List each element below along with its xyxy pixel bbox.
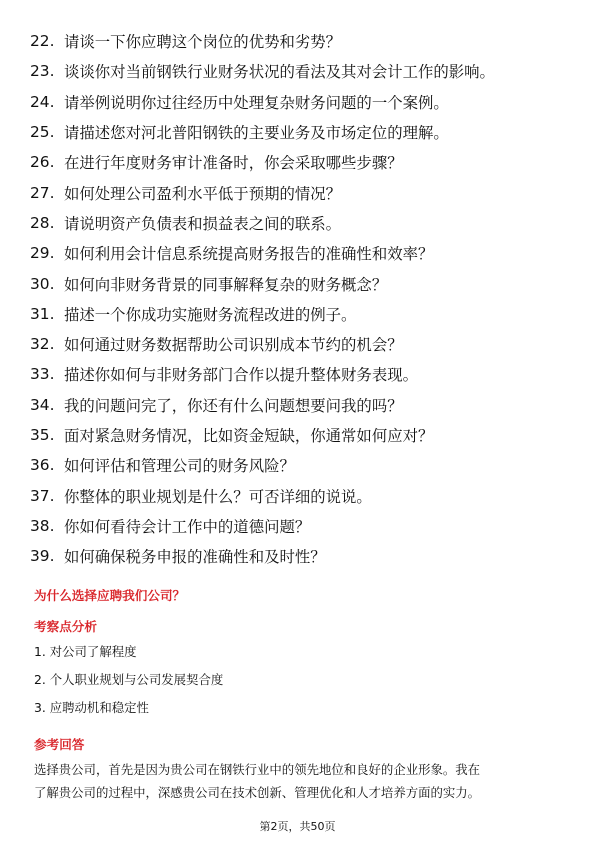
- question-text: 如何通过财务数据帮助公司识别成本节约的机会？: [64, 336, 403, 355]
- question-item: [30, 26, 570, 56]
- question-item: [30, 177, 570, 207]
- question-text: 你如何看待会计工作中的道德问题？: [64, 517, 311, 536]
- question-text: 面对紧急财务情况，比如资金短缺，你通常如何应对？: [64, 427, 434, 445]
- question-text: 请举例说明你过往经历中处理复杂财务问题的一个案例。: [64, 93, 449, 112]
- question-number: 37.: [30, 486, 55, 505]
- question-text: 谈谈你对当前钢铁行业财务状况的看法及其对会计工作的影响。: [64, 63, 495, 82]
- question-number: 35.: [30, 426, 55, 444]
- question-text: 如何处理公司盈利水平低于预期的情况？: [64, 184, 342, 203]
- question-text: 如何确保税务申报的准确性和及时性？: [64, 548, 326, 567]
- question-text: 我的问题问完了，你还有什么问题想要问我的吗？: [64, 396, 403, 415]
- analysis-item: 2. 个人职业规划与公司发展契合度: [34, 672, 224, 687]
- question-text: 描述一个你成功实施财务流程改进的例子。: [64, 305, 357, 324]
- question-number: 36.: [30, 456, 55, 475]
- question-item: [30, 450, 570, 480]
- section-title: 为什么选择应聘我们公司？: [34, 588, 186, 603]
- question-text: 如何向非财务背景的同事解释复杂的财务概念？: [64, 275, 388, 294]
- answer-line: 选择贵公司，首先是因为贵公司在钢铁行业中的领先地位和良好的企业形象。我在: [34, 762, 481, 777]
- question-number: 31.: [30, 304, 55, 323]
- question-number: 30.: [30, 274, 55, 293]
- question-item: [30, 238, 570, 268]
- question-text: 请说明资产负债表和损益表之间的联系。: [64, 214, 342, 233]
- answer-paragraph: [34, 758, 564, 804]
- question-list: [30, 26, 570, 571]
- question-number: 39.: [30, 547, 55, 566]
- question-text: 描述你如何与非财务部门合作以提升整体财务表现。: [64, 366, 418, 385]
- question-item: [30, 268, 570, 298]
- question-item: [30, 299, 570, 329]
- question-number: 33.: [30, 365, 55, 384]
- question-item: [30, 359, 570, 389]
- question-item: [30, 117, 570, 147]
- question-text: 如何评估和管理公司的财务风险？: [64, 457, 295, 476]
- question-number: 25.: [30, 123, 55, 142]
- question-item: [30, 390, 570, 420]
- analysis-item: 1. 对公司了解程度: [34, 644, 137, 659]
- analysis-item: 3. 应聘动机和稳定性: [34, 700, 149, 715]
- question-item: [30, 480, 570, 510]
- question-item: [30, 208, 570, 238]
- answer-line: 了解贵公司的过程中，深感贵公司在技术创新、管理优化和人才培养方面的实力。: [34, 785, 481, 800]
- analysis-heading: 考察点分析: [34, 619, 97, 634]
- question-text: 在进行年度财务审计准备时，你会采取哪些步骤？: [64, 154, 403, 173]
- question-number: 26.: [30, 153, 55, 172]
- question-number: 22.: [30, 32, 55, 51]
- question-text: 请谈一下你应聘这个岗位的优势和劣势？: [64, 33, 342, 52]
- question-number: 23.: [30, 62, 55, 81]
- question-item: [30, 541, 570, 571]
- question-item: [30, 420, 570, 450]
- question-item: [30, 147, 570, 177]
- question-number: 28.: [30, 213, 55, 232]
- question-text: 你整体的职业规划是什么？可否详细的说说。: [64, 487, 372, 506]
- question-item: [30, 56, 570, 86]
- answer-heading: 参考回答: [34, 737, 85, 752]
- question-number: 34.: [30, 395, 55, 414]
- question-number: 29.: [30, 244, 55, 263]
- page-number: 第2页，共50页: [259, 820, 336, 833]
- question-number: 24.: [30, 92, 55, 111]
- question-text: 请描述您对河北普阳钢铁的主要业务及市场定位的理解。: [64, 124, 449, 143]
- question-item: [30, 511, 570, 541]
- question-number: 27.: [30, 183, 55, 202]
- question-item: [30, 87, 570, 117]
- question-number: 38.: [30, 516, 55, 535]
- question-item: [30, 329, 570, 359]
- question-text: 如何利用会计信息系统提高财务报告的准确性和效率？: [64, 245, 434, 264]
- question-number: 32.: [30, 335, 55, 354]
